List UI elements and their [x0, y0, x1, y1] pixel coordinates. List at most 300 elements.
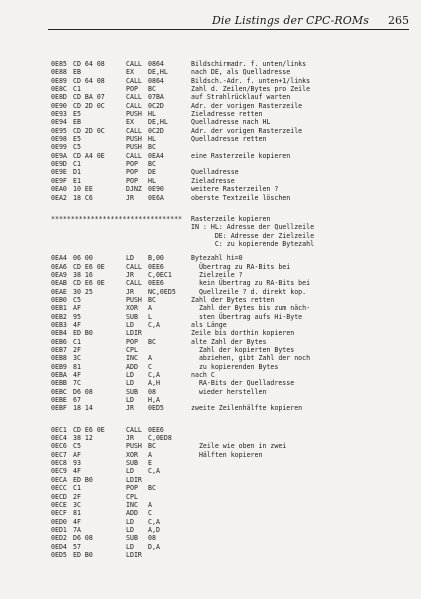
mnemonic-cell: POP: [126, 337, 138, 346]
hex-bytes-cell: 81: [73, 509, 81, 518]
operand-cell: 0C2D: [148, 101, 164, 110]
listing-line: [51, 279, 411, 287]
comment-cell: Quelladresse nach HL: [191, 118, 271, 127]
mnemonic-cell: PUSH: [126, 295, 142, 304]
hex-bytes-cell: CD BA 07: [73, 93, 105, 102]
mnemonic-cell: LD: [126, 467, 134, 476]
mnemonic-cell: JR: [126, 404, 134, 413]
page-header: [0, 0, 421, 30]
listing-line: [51, 426, 411, 434]
operand-cell: BC: [148, 143, 156, 152]
operand-cell: BC: [148, 85, 156, 94]
mnemonic-cell: PUSH: [126, 110, 142, 119]
code-block: [51, 215, 411, 248]
comment-cell: weitere Rasterzeilen ?: [191, 185, 279, 194]
address-cell: 0EC9: [51, 467, 67, 476]
mnemonic-cell: PUSH: [126, 442, 142, 451]
mnemonic-cell: LD: [126, 517, 134, 526]
hex-bytes-cell: 4F: [73, 371, 81, 380]
hex-bytes-cell: EB: [73, 118, 81, 127]
hex-bytes-cell: 81: [73, 362, 81, 371]
address-cell: 0ED0: [51, 517, 67, 526]
hex-bytes-cell: 30 25: [73, 287, 93, 296]
comment-cell: Adr. der vorigen Rasterzeile: [191, 101, 303, 110]
hex-bytes-cell: CD E6 0E: [73, 425, 105, 434]
address-cell: 0ECD: [51, 492, 67, 501]
mnemonic-cell: CALL: [126, 262, 142, 271]
address-cell: 0EB9: [51, 362, 67, 371]
operand-cell: 0864: [148, 76, 164, 85]
mnemonic-cell: PUSH: [126, 135, 142, 144]
listing-line: [51, 102, 411, 110]
mnemonic-cell: CPL: [126, 492, 138, 501]
hex-bytes-cell: ED B0: [73, 475, 93, 484]
mnemonic-cell: JR: [126, 434, 134, 443]
mnemonic-cell: POP: [126, 160, 138, 169]
operand-cell: BC: [148, 337, 156, 346]
listing-line: [51, 346, 411, 354]
operand-cell: C,A: [148, 467, 160, 476]
hex-bytes-cell: CD A4 0E: [73, 151, 105, 160]
comment-cell: oberste Textzeile löschen: [191, 193, 291, 202]
listing-line: [51, 354, 411, 362]
comment-cell: Adr. der vorigen Rasterzeile: [191, 126, 303, 135]
listing-line: [51, 263, 411, 271]
address-cell: 0EA9: [51, 270, 67, 279]
mnemonic-cell: CPL: [126, 346, 138, 354]
hex-bytes-cell: AF: [73, 304, 81, 313]
hex-bytes-cell: C5: [73, 295, 81, 304]
address-cell: 0EB3: [51, 320, 67, 329]
listing-line: [51, 518, 411, 526]
address-cell: 0E94: [51, 118, 67, 127]
address-cell: 0ECE: [51, 500, 67, 509]
mnemonic-cell: ADD: [126, 509, 138, 518]
address-cell: 0ECA: [51, 475, 67, 484]
operand-cell: 0EA4: [148, 151, 164, 160]
listing-line: [51, 68, 411, 76]
hex-bytes-cell: 93: [73, 459, 81, 468]
code-block: [51, 254, 411, 413]
listing-line: [51, 476, 411, 484]
comment-cell: Zieladresse retten: [191, 110, 263, 119]
listing-line: [51, 501, 411, 509]
operand-cell: BC: [148, 442, 156, 451]
address-cell: 0E99: [51, 143, 67, 152]
comment-cell: Zieladresse: [191, 176, 235, 185]
mnemonic-cell: DJNZ: [126, 185, 142, 194]
address-cell: 0EAE: [51, 287, 67, 296]
hex-bytes-cell: 2F: [73, 346, 81, 354]
operand-cell: A: [148, 500, 152, 509]
address-cell: 0E93: [51, 110, 67, 119]
mnemonic-cell: POP: [126, 85, 138, 94]
hex-bytes-cell: CD 2D 0C: [73, 101, 105, 110]
operand-cell: E: [148, 459, 152, 468]
mnemonic-cell: SUB: [126, 312, 138, 321]
comment-cell: zweite Zeilenhälfte kopieren: [191, 404, 303, 413]
mnemonic-cell: INC: [126, 354, 138, 363]
address-cell: 0EB1: [51, 304, 67, 313]
address-cell: 0E9D: [51, 160, 67, 169]
mnemonic-cell: POP: [126, 168, 138, 177]
running-title: Die Listings der CPC-ROMs: [212, 14, 369, 27]
comment-cell: Zielzeile ?: [191, 270, 243, 279]
hex-bytes-cell: C1: [73, 484, 81, 493]
mnemonic-cell: PUSH: [126, 143, 142, 152]
block-spacer: [51, 202, 411, 215]
mnemonic-cell: CALL: [126, 101, 142, 110]
mnemonic-cell: LD: [126, 254, 134, 263]
address-cell: 0E9F: [51, 176, 67, 185]
listing-line: [51, 194, 411, 202]
hex-bytes-cell: CD 64 08: [73, 60, 105, 68]
address-cell: 0EBB: [51, 379, 67, 388]
listing-line: [51, 551, 411, 559]
listing-line: [51, 160, 411, 168]
mnemonic-cell: LD: [126, 525, 134, 534]
listing-line: [51, 534, 411, 542]
listing-line: [51, 338, 411, 346]
comment-cell: Zahl d. Zeilen/Bytes pro Zeile: [191, 85, 311, 94]
mnemonic-cell: POP: [126, 176, 138, 185]
code-block: [51, 426, 411, 560]
address-cell: 0EB4: [51, 329, 67, 338]
listing-line: [51, 467, 411, 475]
comment-cell: Übertrag zu RA-Bits bei: [191, 262, 291, 271]
comment-cell: Zeile wie oben in zwei: [191, 442, 287, 451]
address-cell: 0ED2: [51, 534, 67, 543]
operand-cell: C,A: [148, 371, 160, 380]
operand-cell: A: [148, 304, 152, 313]
listing-line: [51, 60, 411, 68]
comment-cell: auf Strahlrücklauf warten: [191, 93, 291, 102]
comment-cell: Quelladresse retten: [191, 135, 267, 144]
comment-cell: Bildschirmadr. f. unten/links: [191, 60, 307, 68]
hex-bytes-cell: CD E6 0E: [73, 262, 105, 271]
mnemonic-cell: CALL: [126, 279, 142, 288]
mnemonic-cell: LDIR: [126, 475, 142, 484]
mnemonic-cell: XOR: [126, 304, 138, 313]
separator-text: *********************************: [51, 214, 183, 223]
address-cell: 0ED4: [51, 542, 67, 551]
listing-line: [51, 152, 411, 160]
mnemonic-cell: LD: [126, 396, 134, 405]
listing-line: [51, 118, 411, 126]
mnemonic-cell: JR: [126, 287, 134, 296]
hex-bytes-cell: C1: [73, 85, 81, 94]
listing-line: [51, 434, 411, 442]
address-cell: 0EA6: [51, 262, 67, 271]
listing-line: [51, 110, 411, 118]
listing-line: [51, 321, 411, 329]
operand-cell: DE: [148, 168, 156, 177]
page-number: 265: [388, 14, 409, 27]
operand-cell: 08: [148, 387, 156, 396]
operand-cell: HL: [148, 135, 156, 144]
address-cell: 0E95: [51, 126, 67, 135]
comment-cell: C: zu kopierende Bytezahl: [191, 239, 315, 248]
address-cell: 0EC8: [51, 459, 67, 468]
mnemonic-cell: SUB: [126, 534, 138, 543]
comment-cell: sten Übertrag aufs Hi-Byte: [191, 312, 303, 321]
listing-line: [51, 493, 411, 501]
listing-line: [51, 135, 411, 143]
listing-line: [51, 526, 411, 534]
header-rule: [48, 29, 409, 30]
comment-cell: nach C: [191, 371, 215, 380]
operand-cell: A: [148, 354, 152, 363]
hex-bytes-cell: C1: [73, 337, 81, 346]
address-cell: 0EC7: [51, 450, 67, 459]
operand-cell: 07BA: [148, 93, 164, 102]
mnemonic-cell: JR: [126, 193, 134, 202]
listing-line: [51, 232, 411, 240]
mnemonic-cell: CALL: [126, 151, 142, 160]
address-cell: 0ED5: [51, 550, 67, 559]
mnemonic-cell: CALL: [126, 126, 142, 135]
comment-cell: als Länge: [191, 320, 227, 329]
address-cell: 0EC6: [51, 442, 67, 451]
listing-line: [51, 543, 411, 551]
hex-bytes-cell: D6 08: [73, 387, 93, 396]
hex-bytes-cell: 7A: [73, 525, 81, 534]
operand-cell: 0E90: [148, 185, 164, 194]
mnemonic-cell: ADD: [126, 362, 138, 371]
operand-cell: 0EE6: [148, 425, 164, 434]
mnemonic-cell: CALL: [126, 76, 142, 85]
listing-line: [51, 509, 411, 517]
listing-line: [51, 442, 411, 450]
mnemonic-cell: POP: [126, 484, 138, 493]
hex-bytes-cell: D1: [73, 168, 81, 177]
listing-line: [51, 484, 411, 492]
operand-cell: 0C2D: [148, 126, 164, 135]
listing-line: [51, 240, 411, 248]
mnemonic-cell: INC: [126, 500, 138, 509]
mnemonic-cell: CALL: [126, 425, 142, 434]
hex-bytes-cell: ED B0: [73, 550, 93, 559]
listing-line: [51, 215, 411, 223]
hex-bytes-cell: 2F: [73, 492, 81, 501]
hex-bytes-cell: 10 EE: [73, 185, 93, 194]
listing-line: [51, 93, 411, 101]
listing-line: [51, 404, 411, 412]
address-cell: 0E8D: [51, 93, 67, 102]
hex-bytes-cell: 57: [73, 542, 81, 551]
address-cell: 0E9E: [51, 168, 67, 177]
comment-cell: abziehen, gibt Zahl der noch: [191, 354, 311, 363]
operand-cell: 0EE6: [148, 279, 164, 288]
listing-line: [51, 379, 411, 387]
address-cell: 0E90: [51, 101, 67, 110]
hex-bytes-cell: C5: [73, 143, 81, 152]
listing-line: [51, 371, 411, 379]
comment-cell: IN : HL: Adresse der Quellzeile: [191, 223, 315, 232]
operand-cell: C,A: [148, 320, 160, 329]
hex-bytes-cell: 18 14: [73, 404, 93, 413]
hex-bytes-cell: 95: [73, 312, 81, 321]
address-cell: 0EA4: [51, 254, 67, 263]
listing-line: [51, 185, 411, 193]
block-spacer: [51, 413, 411, 426]
operand-cell: BC: [148, 160, 156, 169]
hex-bytes-cell: 3C: [73, 500, 81, 509]
listing-line: [51, 304, 411, 312]
comment-cell: Bytezahl hi=0: [191, 254, 243, 263]
listing-line: [51, 296, 411, 304]
operand-cell: A,D: [148, 525, 160, 534]
comment-cell: eine Rasterzeile kopieren: [191, 151, 291, 160]
hex-bytes-cell: E5: [73, 110, 81, 119]
address-cell: 0EA2: [51, 193, 67, 202]
hex-bytes-cell: CD 64 08: [73, 76, 105, 85]
hex-bytes-cell: 18 C6: [73, 193, 93, 202]
operand-cell: C: [148, 362, 152, 371]
listing-line: [51, 127, 411, 135]
address-cell: 0ECF: [51, 509, 67, 518]
listing-line: [51, 388, 411, 396]
operand-cell: B,00: [148, 254, 164, 263]
address-cell: 0EB7: [51, 346, 67, 354]
address-cell: 0E85: [51, 60, 67, 68]
hex-bytes-cell: 4F: [73, 320, 81, 329]
address-cell: 0EB0: [51, 295, 67, 304]
hex-bytes-cell: AF: [73, 450, 81, 459]
listing-line: [51, 254, 411, 262]
comment-cell: Zeile bis dorthin kopieren: [191, 329, 295, 338]
address-cell: 0EBE: [51, 396, 67, 405]
listing-line: [51, 329, 411, 337]
comment-cell: Zahl der kopierten Bytes: [191, 346, 295, 354]
hex-bytes-cell: C1: [73, 160, 81, 169]
listing-line: [51, 85, 411, 93]
operand-cell: HL: [148, 176, 156, 185]
hex-bytes-cell: CD E6 0E: [73, 279, 105, 288]
mnemonic-cell: LD: [126, 542, 134, 551]
operand-cell: C,0EC1: [148, 270, 172, 279]
operand-cell: 08: [148, 534, 156, 543]
listing-line: [51, 177, 411, 185]
address-cell: 0EC4: [51, 434, 67, 443]
hex-bytes-cell: 67: [73, 396, 81, 405]
hex-bytes-cell: CD 2D 0C: [73, 126, 105, 135]
comment-cell: Zahl der Bytes bis zum näch-: [191, 304, 311, 313]
mnemonic-cell: EX: [126, 118, 134, 127]
operand-cell: C,0ED8: [148, 434, 172, 443]
mnemonic-cell: LD: [126, 371, 134, 380]
operand-cell: NC,0ED5: [148, 287, 176, 296]
code-block: [51, 60, 411, 202]
address-cell: 0E9A: [51, 151, 67, 160]
comment-cell: Zahl der Bytes retten: [191, 295, 275, 304]
hex-bytes-cell: 38 16: [73, 270, 93, 279]
mnemonic-cell: LD: [126, 320, 134, 329]
listing-line: [51, 168, 411, 176]
mnemonic-cell: LD: [126, 379, 134, 388]
operand-cell: D,A: [148, 542, 160, 551]
hex-bytes-cell: 7C: [73, 379, 81, 388]
address-cell: 0EAB: [51, 279, 67, 288]
hex-bytes-cell: 38 12: [73, 434, 93, 443]
operand-cell: 0864: [148, 60, 164, 68]
operand-cell: BC: [148, 484, 156, 493]
operand-cell: BC: [148, 295, 156, 304]
hex-bytes-cell: 4F: [73, 467, 81, 476]
mnemonic-cell: CALL: [126, 60, 142, 68]
listing-line: [51, 396, 411, 404]
address-cell: 0E89: [51, 76, 67, 85]
address-cell: 0E98: [51, 135, 67, 144]
address-cell: 0EB2: [51, 312, 67, 321]
mnemonic-cell: XOR: [126, 450, 138, 459]
assembly-listing: [51, 60, 411, 559]
listing-line: [51, 288, 411, 296]
operand-cell: A,H: [148, 379, 160, 388]
hex-bytes-cell: ED B0: [73, 329, 93, 338]
hex-bytes-cell: D6 08: [73, 534, 93, 543]
listing-line: [51, 313, 411, 321]
hex-bytes-cell: C5: [73, 442, 81, 451]
hex-bytes-cell: E1: [73, 176, 81, 185]
address-cell: 0ECC: [51, 484, 67, 493]
address-cell: 0E8C: [51, 85, 67, 94]
comment-cell: DE: Adresse der Zielzeile: [191, 231, 315, 240]
operand-cell: 0EE6: [148, 262, 164, 271]
hex-bytes-cell: 4F: [73, 517, 81, 526]
operand-cell: 0ED5: [148, 404, 164, 413]
address-cell: 0EBC: [51, 387, 67, 396]
operand-cell: 0E6A: [148, 193, 164, 202]
comment-cell: Bildsch.-Adr. f. unten+1/links: [191, 76, 311, 85]
comment-cell: RA-Bits der Quelladresse: [191, 379, 295, 388]
mnemonic-cell: SUB: [126, 459, 138, 468]
listing-line: [51, 459, 411, 467]
operand-cell: C,A: [148, 517, 160, 526]
listing-line: [51, 271, 411, 279]
operand-cell: L: [148, 312, 152, 321]
mnemonic-cell: SUB: [126, 387, 138, 396]
operand-cell: HL: [148, 110, 156, 119]
address-cell: 0ED1: [51, 525, 67, 534]
mnemonic-cell: CALL: [126, 93, 142, 102]
listing-line: [51, 223, 411, 231]
listing-line: [51, 77, 411, 85]
comment-cell: alte Zahl der Bytes: [191, 337, 267, 346]
mnemonic-cell: LDIR: [126, 329, 142, 338]
operand-cell: C: [148, 509, 152, 518]
operand-cell: A: [148, 450, 152, 459]
comment-cell: Quelladresse: [191, 168, 239, 177]
hex-bytes-cell: EB: [73, 68, 81, 77]
comment-cell: Quellzeile ? d. direkt kop.: [191, 287, 307, 296]
address-cell: 0EA0: [51, 185, 67, 194]
comment-cell: zu kopierenden Bytes: [191, 362, 279, 371]
address-cell: 0EBA: [51, 371, 67, 380]
mnemonic-cell: JR: [126, 270, 134, 279]
address-cell: 0EBF: [51, 404, 67, 413]
address-cell: 0EB8: [51, 354, 67, 363]
comment-cell: Hälften kopieren: [191, 450, 263, 459]
comment-cell: Rasterzeile kopieren: [191, 214, 271, 223]
hex-bytes-cell: 3C: [73, 354, 81, 363]
address-cell: 0EC1: [51, 425, 67, 434]
listing-line: [51, 143, 411, 151]
operand-cell: DE,HL: [148, 68, 168, 77]
operand-cell: DE,HL: [148, 118, 168, 127]
mnemonic-cell: EX: [126, 68, 134, 77]
comment-cell: wieder herstellen: [191, 387, 267, 396]
